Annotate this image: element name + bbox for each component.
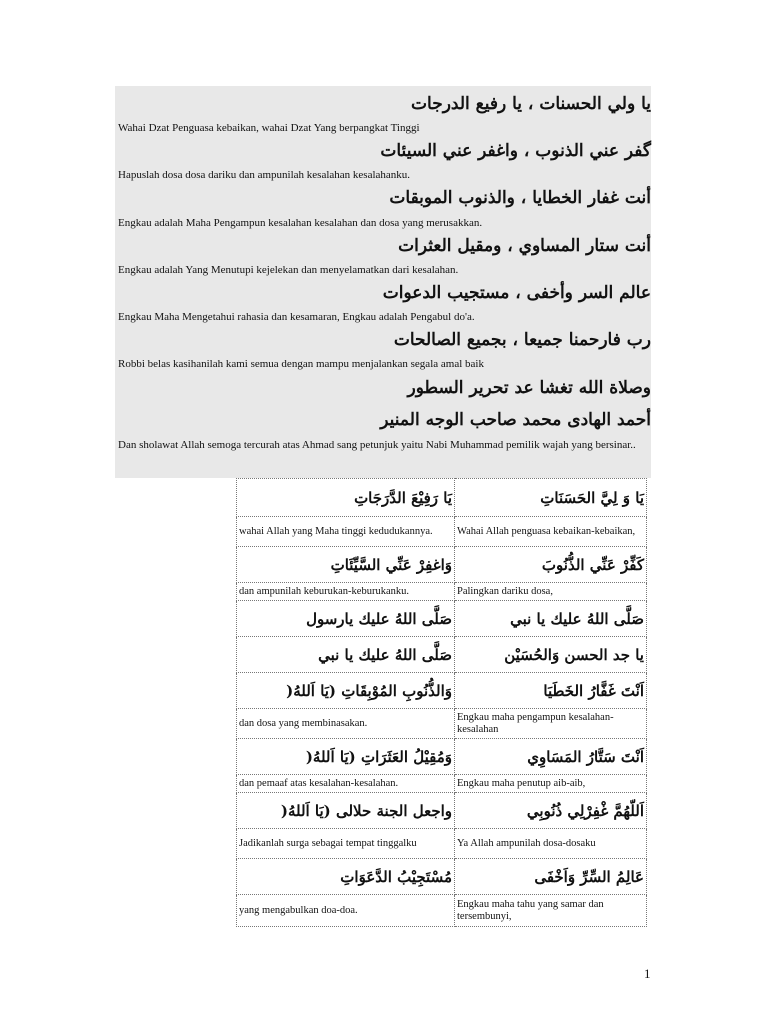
table-cell-arabic: كَفِّرْ عَنِّي الذُّنُوبَ: [455, 547, 647, 583]
table-row: [237, 517, 647, 547]
verse-translation: Hapuslah dosa dosa dariku dan ampunilah kesalahan kesalahanku.: [118, 169, 411, 181]
table-cell-arabic: واجعل الجنة حلالى (يَا اَللهُ(: [237, 793, 455, 829]
table-cell-arabic: يا جد الحسن وَالحُسَيْن: [455, 637, 647, 673]
page-number: 1: [644, 966, 651, 981]
table-cell-arabic: اَنْتَ غَفَّارُ الخَطَيَا: [455, 673, 647, 709]
verse-arabic: گفر عني الذنوب ، واغفر عني السيئات: [380, 141, 651, 161]
table-cell-arabic: يَا وَ لِيَّ الحَسَنَاتِ: [455, 479, 647, 517]
table-cell-arabic: صَلَّى اللهُ عليك يا نبي: [237, 637, 455, 673]
table-cell-translation: Engkau maha pengampun kesalahan-kesalahan: [455, 709, 647, 739]
verse-arabic: يا ولي الحسنات ، يا رفيع الدرجات: [411, 94, 651, 114]
verse-arabic: أنت ستار المساوي ، ومقيل العثرات: [398, 236, 651, 256]
table-row: [237, 775, 647, 793]
highlighted-verse-block: [115, 86, 651, 478]
table-cell-translation: dan dosa yang membinasakan.: [237, 709, 455, 739]
table-row: [237, 637, 647, 673]
table-cell-translation: Palingkan dariku dosa,: [455, 583, 647, 601]
closing-arabic-line: أحمد الهادى محمد صاحب الوجه المنير: [380, 410, 651, 430]
table-cell-arabic: اَللّهُمَّ غْفِرْلِي ذُنُوبِي: [455, 793, 647, 829]
table-row: [237, 547, 647, 583]
table-row: [237, 895, 647, 927]
verse-translation: Engkau adalah Yang Menutupi kejelekan dan menyelamatkan dari kesalahan.: [118, 264, 459, 276]
table-cell-arabic: صَلَّى اللهُ عليك يارسول: [237, 601, 455, 637]
table-cell-translation: Ya Allah ampunilah dosa-dosaku: [455, 829, 647, 859]
verse-translation: Engkau Maha Mengetahui rahasia dan kesamaran, Engkau adalah Pengabul do'a.: [118, 311, 475, 323]
table-cell-arabic: صَلَّى اللهُ عليك يا نبي: [455, 601, 647, 637]
table-cell-arabic: وَمُقِيْلُ العَثَرَاتِ (يَا اَللهُ(: [237, 739, 455, 775]
verse-translation: Wahai Dzat Penguasa kebaikan, wahai Dzat Yang berpangkat Tinggi: [118, 122, 420, 134]
table-cell-translation: Engkau maha penutup aib-aib,: [455, 775, 647, 793]
verse-arabic: أنت غفار الخطايا ، والذنوب الموبقات: [389, 188, 651, 208]
table-cell-arabic: وَالذُّنُوبِ المُوْبِقَاتِ (يَا اَللهُ(: [237, 673, 455, 709]
verse-arabic: رب فارحمنا جميعا ، بجميع الصالحات: [393, 330, 651, 350]
table-row: [237, 583, 647, 601]
table-cell-translation: Wahai Allah penguasa kebaikan-kebaikan,: [455, 517, 647, 547]
table-row: [237, 673, 647, 709]
table-cell-arabic: وَاغفِرْ عَنِّي السَّيِّئَاتِ: [237, 547, 455, 583]
verse-arabic: عالم السر وأخفى ، مستجيب الدعوات: [382, 283, 651, 303]
table-cell-translation: dan pemaaf atas kesalahan-kesalahan.: [237, 775, 455, 793]
closing-translation: Dan sholawat Allah semoga tercurah atas Ahmad sang petunjuk yaitu Nabi Muhammad pemilik wajah yang bersinar..: [118, 439, 636, 451]
table-cell-translation: yang mengabulkan doa-doa.: [237, 895, 455, 927]
verse-table: [236, 478, 647, 927]
table-row: [237, 829, 647, 859]
verse-translation: Robbi belas kasihanilah kami semua dengan mampu menjalankan segala amal baik: [118, 358, 484, 370]
table-row: [237, 859, 647, 895]
table-cell-arabic: يَا رَفِيْعَ الدَّرَجَاتِ: [237, 479, 455, 517]
table-row: [237, 601, 647, 637]
table-cell-arabic: مُسْتَجِيْبُ الدَّعَوَاتِ: [237, 859, 455, 895]
verse-translation: Engkau adalah Maha Pengampun kesalahan kesalahan dan dosa yang merusakkan.: [118, 217, 483, 229]
table-row: [237, 793, 647, 829]
table-row: [237, 739, 647, 775]
table-row: [237, 479, 647, 517]
table-cell-translation: wahai Allah yang Maha tinggi kedudukannya.: [237, 517, 455, 547]
closing-arabic-line: وصلاة الله تغشا عد تحرير السطور: [407, 378, 651, 398]
table-cell-arabic: اَنْتَ سَتَّارُ المَسَاوِي: [455, 739, 647, 775]
table-row: [237, 709, 647, 739]
table-cell-translation: Engkau maha tahu yang samar dan tersembunyi,: [455, 895, 647, 927]
table-cell-translation: dan ampunilah keburukan-keburukanku.: [237, 583, 455, 601]
table-cell-translation: Jadikanlah surga sebagai tempat tinggalku: [237, 829, 455, 859]
table-cell-arabic: عَالِمُ السِّرِّ وَاَخْفَى: [455, 859, 647, 895]
